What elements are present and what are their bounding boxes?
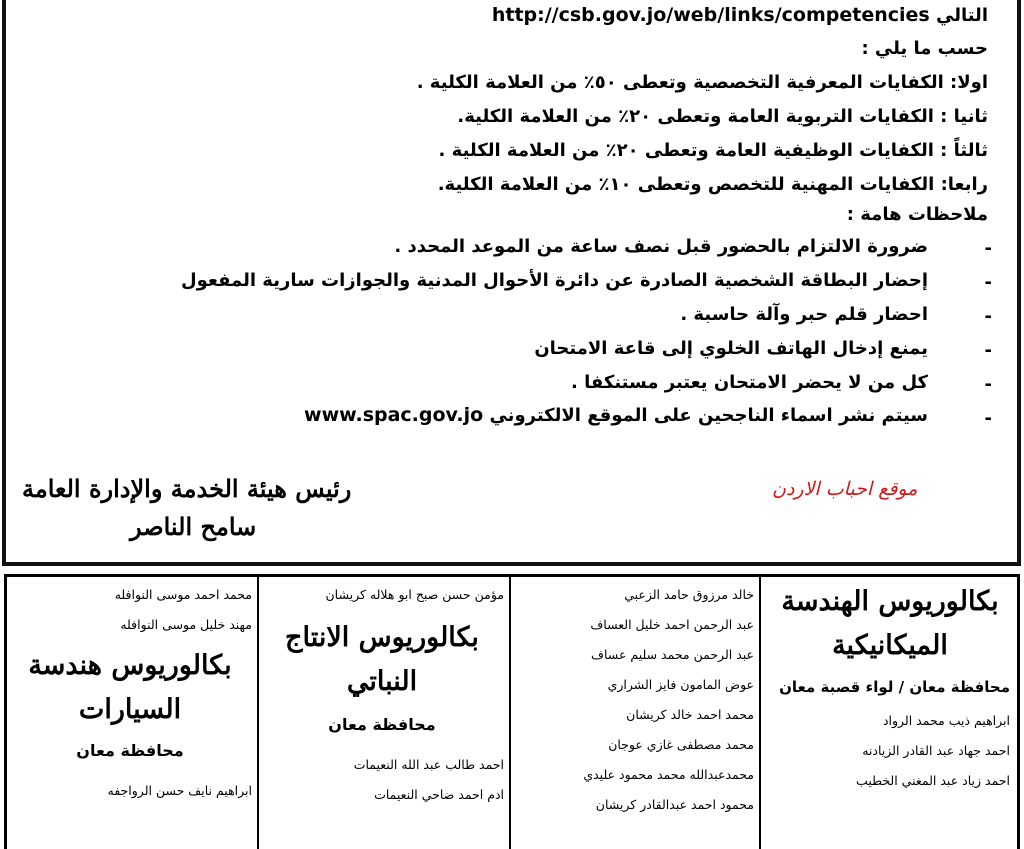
note-2: إحضار البطاقة الشخصية الصادرة عن دائرة الأحوال المدنية والجوازات سارية المفعول: [181, 270, 928, 291]
note-6-text: سيتم نشر اسماء الناجحين على الموقع الالكتروني: [489, 405, 928, 426]
column-automotive-engineering: [8, 580, 256, 849]
column-names-continued: [512, 580, 758, 849]
names-list: [764, 706, 1016, 796]
region-label: محافظة معان / لواء قصبة معان: [779, 678, 1010, 696]
list-item: احمد زياد عبد المغني الخطيب: [856, 773, 1010, 788]
note-3: احضار قلم حبر وآلة حاسبة .: [680, 304, 928, 325]
list-item: عبد الرحمن احمد خليل العساف: [590, 617, 754, 632]
candidate-lists: [0, 570, 1024, 849]
note-dash: -: [984, 340, 992, 361]
column-divider: [257, 574, 259, 849]
column-plant-production: [260, 580, 508, 849]
column-divider: [509, 574, 511, 849]
list-item: احمد طالب عبد الله النعيمات: [353, 757, 504, 772]
note-dash: -: [984, 272, 992, 293]
list-item: عبد الرحمن محمد سليم عساف: [591, 647, 754, 662]
notes-title: ملاحظات هامة :: [846, 204, 988, 225]
list-item: محمود احمد عبدالقادر كريشان: [595, 797, 754, 812]
region-label: محافظة معان: [76, 741, 184, 760]
names-list: [260, 750, 504, 810]
list-item: محمد احمد موسى النوافله: [114, 587, 252, 602]
intro-line: [492, 4, 988, 26]
competency-item-4: رابعا: الكفايات المهنية للتخصص وتعطى ١٠٪ من العلامة الكلية.: [437, 174, 988, 195]
list-item: مؤمن حسن صبح ابو هلاله كريشان: [325, 587, 504, 602]
competencies-link[interactable]: http://csb.gov.jo/web/links/competencies: [491, 4, 930, 26]
list-item: محمد احمد خالد كريشان: [626, 707, 754, 722]
signature-title: رئيس هيئة الخدمة والإدارة العامة: [22, 474, 352, 503]
list-item: محمد مصطفى غازي عوجان: [608, 737, 754, 752]
list-item: محمدعبدالله محمد محمود عليدي: [583, 767, 754, 782]
column-heading: بكالوريوس الهندسة الميكانيكية: [781, 586, 999, 661]
column-heading: بكالوريوس الانتاج النباتي: [285, 622, 479, 697]
intro-label: التالي: [935, 5, 988, 26]
signature-name: سامح الناصر: [130, 512, 257, 541]
results-website-link[interactable]: www.spac.gov.jo: [304, 404, 484, 426]
frame-border-bottom: [2, 562, 1021, 566]
list-item: عوض المامون فايز الشراري: [607, 677, 754, 692]
competency-item-2: ثانيا : الكفايات التربوية العامة وتعطى ٢٠٪ من العلامة الكلية.: [457, 106, 988, 127]
list-item: ابراهيم نايف حسن الرواجفه: [107, 783, 252, 798]
note-dash: -: [984, 306, 992, 327]
note-5: كل من لا يحضر الامتحان يعتبر مستنكفا .: [571, 372, 928, 393]
column-heading: بكالوريوس هندسة السيارات: [28, 650, 232, 725]
competency-item-3: ثالثاً : الكفايات الوظيفية العامة وتعطى ٢٠٪ من العلامة الكلية .: [438, 140, 988, 161]
note-4: يمنع إدخال الهاتف الخلوي إلى قاعة الامتحان: [534, 338, 928, 359]
competency-item-1: اولا: الكفايات المعرفية التخصصية وتعطى ٥٠٪ من العلامة الكلية .: [416, 72, 988, 93]
list-item: ادم احمد ضاحي النعيمات: [374, 787, 504, 802]
note-dash: -: [984, 374, 992, 395]
note-dash: -: [984, 238, 992, 259]
list-item: خالد مرزوق حامد الزعبي: [624, 587, 754, 602]
frame-border-right: [1017, 0, 1021, 566]
frame-border-left: [2, 0, 6, 566]
column-mechanical-engineering: [764, 580, 1016, 849]
list-item: مهند خليل موسى النوافله: [120, 617, 252, 632]
watermark-text: موقع احباب الاردن: [772, 478, 918, 500]
as-follows-text: حسب ما يلي :: [861, 38, 988, 59]
note-dash: -: [984, 408, 992, 429]
note-6: [304, 404, 928, 426]
names-list: [8, 776, 252, 806]
note-1: ضرورة الالتزام بالحضور قبل نصف ساعة من الموعد المحدد .: [394, 236, 928, 257]
column-divider: [759, 574, 761, 849]
list-item: ابراهيم ذيب محمد الرواد: [882, 713, 1010, 728]
region-label: محافظة معان: [328, 715, 436, 734]
list-item: احمد جهاد عبد القادر الزيادنه: [862, 743, 1010, 758]
